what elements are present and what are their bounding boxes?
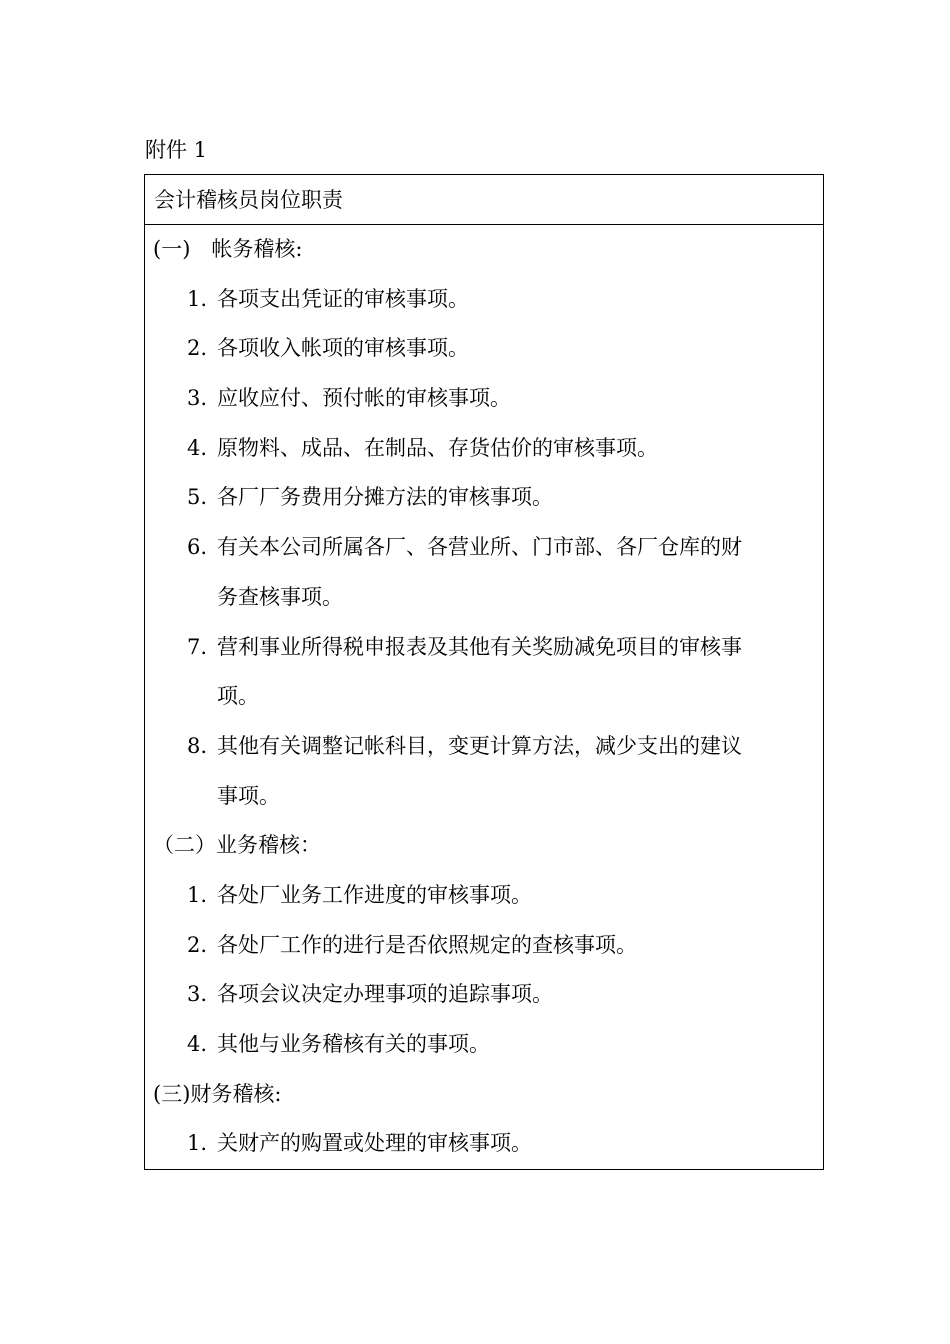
item-text: 其他与业务稽核有关的事项。 — [217, 1032, 490, 1056]
item-text: 各处厂业务工作进度的审核事项。 — [217, 882, 532, 907]
section-heading: (一) 帐务稽核: — [153, 237, 303, 261]
list-item — [145, 970, 823, 1020]
item-text: 各处厂工作的进行是否依照规定的查核事项。 — [217, 932, 637, 957]
attachment-label: 附件 1 — [145, 138, 208, 162]
list-item — [145, 324, 823, 374]
item-number: 4. — [186, 1032, 207, 1056]
item-number: 4. — [186, 435, 207, 460]
item-text: 有关本公司所属各厂、各营业所、门市部、各厂仓库的财 — [217, 535, 742, 560]
item-text: 各项会议决定办理事项的追踪事项。 — [217, 982, 553, 1007]
list-item — [145, 374, 823, 424]
item-text-continuation: 项。 — [217, 684, 259, 709]
item-text: 各项支出凭证的审核事项。 — [217, 286, 469, 311]
list-item — [145, 473, 823, 523]
list-item — [145, 623, 823, 673]
list-item — [145, 1119, 823, 1169]
item-text: 营利事业所得税申报表及其他有关奖励减免项目的审核事 — [217, 634, 742, 659]
table-title: 会计稽核员岗位职责 — [145, 175, 823, 225]
item-number: 8. — [186, 733, 207, 758]
item-number: 3. — [186, 386, 207, 411]
list-item — [145, 275, 823, 325]
item-number: 1. — [186, 1131, 207, 1156]
section-heading: (三)财务稽核: — [153, 1081, 282, 1106]
item-number: 6. — [186, 535, 207, 560]
item-text: 各厂厂务费用分摊方法的审核事项。 — [217, 485, 553, 510]
list-item — [145, 871, 823, 921]
list-item — [145, 1020, 823, 1070]
item-text: 各项收入帐项的审核事项。 — [217, 336, 469, 361]
section-heading: （二）业务稽核： — [153, 833, 321, 858]
item-number: 7. — [186, 634, 207, 659]
item-text-continuation: 务查核事项。 — [217, 584, 343, 609]
list-item — [145, 722, 823, 772]
item-text-continuation: 事项。 — [217, 783, 280, 808]
item-text: 关财产的购置或处理的审核事项。 — [217, 1131, 532, 1156]
item-number: 1. — [186, 286, 207, 311]
item-number: 1. — [186, 882, 207, 907]
item-text: 其他有关调整记帐科目，变更计算方法，减少支出的建议 — [217, 733, 742, 758]
item-number: 5. — [186, 485, 207, 510]
list-item — [145, 523, 823, 573]
list-item — [145, 424, 823, 474]
item-number: 2. — [186, 932, 207, 957]
item-text: 原物料、成品、在制品、存货估价的审核事项。 — [217, 435, 658, 460]
table-body — [145, 225, 823, 1169]
duties-table — [144, 174, 824, 1170]
item-number: 3. — [186, 982, 207, 1007]
item-number: 2. — [186, 336, 207, 361]
list-item — [145, 921, 823, 971]
item-text: 应收应付、预付帐的审核事项。 — [217, 386, 511, 411]
